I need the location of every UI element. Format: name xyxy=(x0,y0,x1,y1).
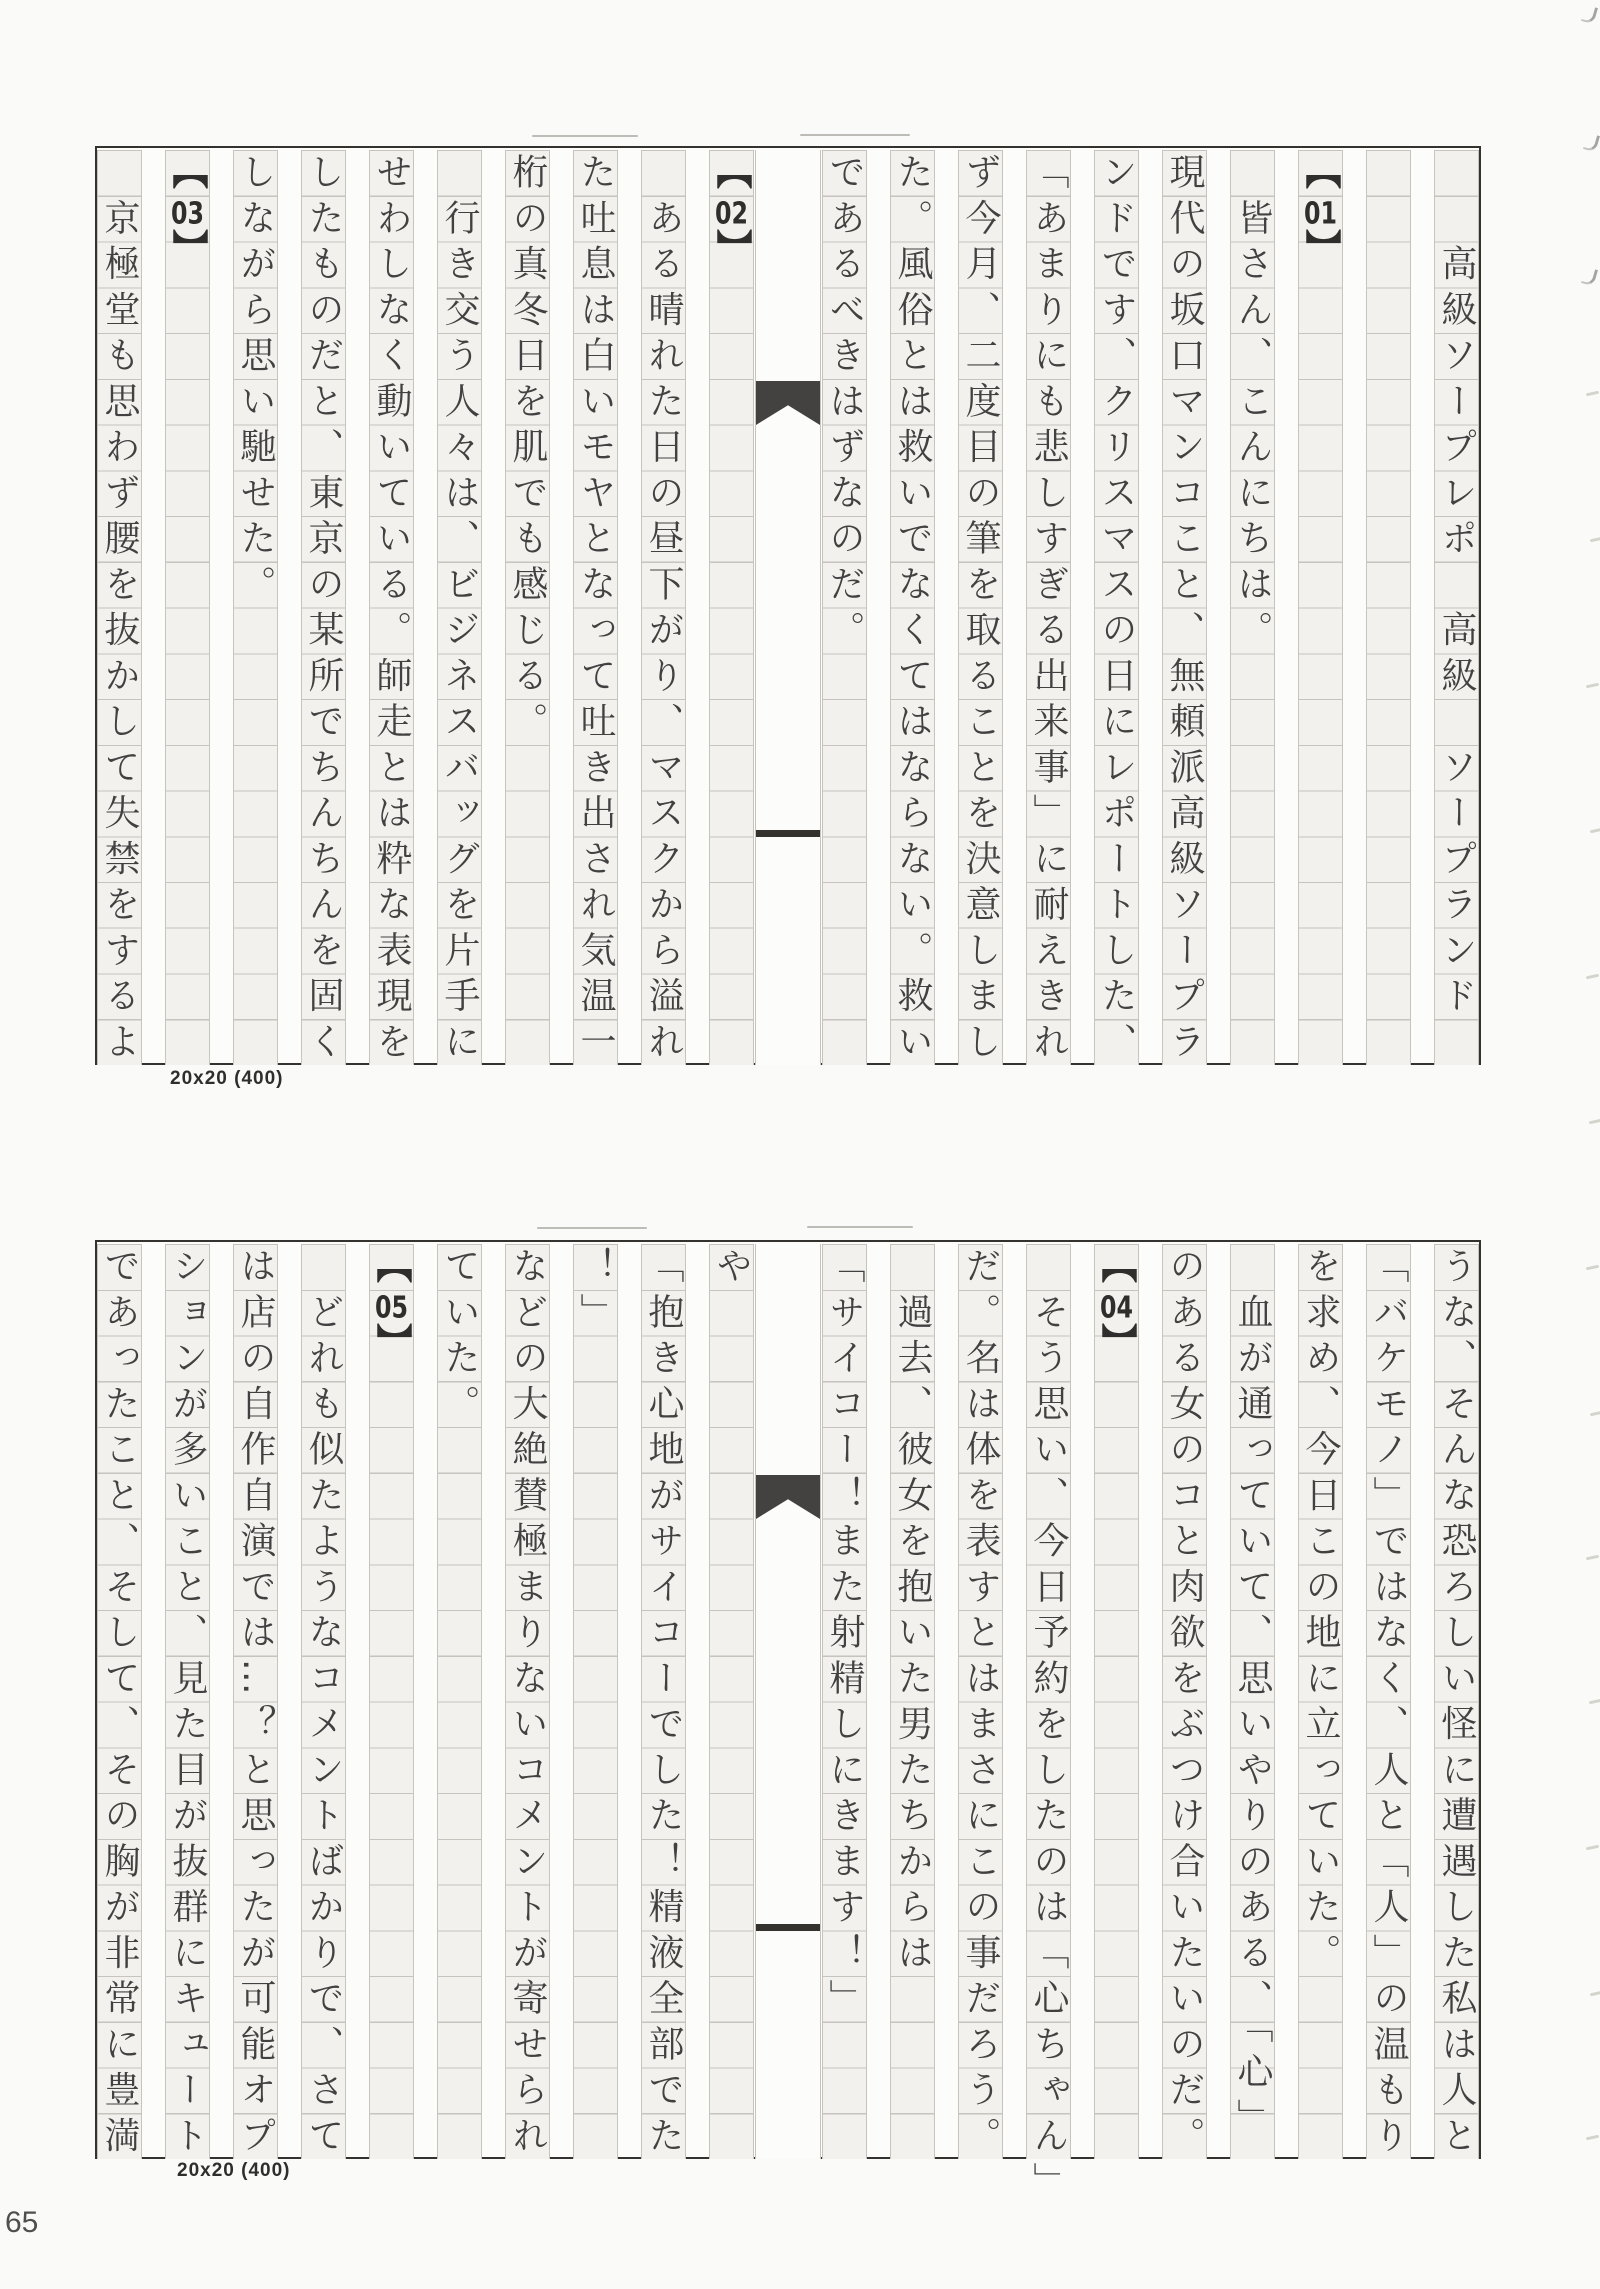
gutter-divider-bar xyxy=(756,830,820,837)
fishtail-mark xyxy=(756,381,820,425)
column-text: ションが多いこと、見た目が抜群にキュート xyxy=(167,1247,208,2162)
column-text: 「抱き心地がサイコーでした！精液全部でた xyxy=(643,1247,684,2162)
column-text: そう思い、今日予約をしたのは「心ちゃん」 xyxy=(1028,1247,1069,2208)
text-column xyxy=(1230,150,1275,1065)
section-header-text: 【05】 xyxy=(371,1247,412,1369)
section-header-text: 【03】 xyxy=(167,153,208,275)
text-column xyxy=(301,150,346,1068)
scan-artifact xyxy=(1590,537,1600,543)
text-column xyxy=(822,1244,867,2159)
column-text: だ。名は体を表すとはまさにこの事だろう。 xyxy=(960,1247,1001,2162)
text-column xyxy=(573,150,618,1068)
trim-mark xyxy=(807,1226,913,1228)
text-column xyxy=(1434,1244,1479,2162)
column-text: ンドです、クリスマスの日にレポートした、 xyxy=(1096,153,1137,1068)
section-header-column xyxy=(1094,1244,1139,2159)
text-column xyxy=(437,1244,482,2159)
column-text: は店の自作自演では…？と思ったが可能オプ xyxy=(235,1247,276,2162)
scan-artifact xyxy=(1590,828,1600,834)
manuscript-block xyxy=(95,146,1481,1068)
text-column xyxy=(573,1244,618,2159)
title-column xyxy=(1434,150,1479,1065)
text-column xyxy=(233,150,278,1065)
grid-right-half xyxy=(822,1244,1479,2208)
column-text: 過去、彼女を抱いた男たちからは xyxy=(892,1247,933,1979)
section-header-column xyxy=(165,150,210,1065)
scan-artifact xyxy=(1589,1119,1600,1125)
fishtail-mark xyxy=(756,1475,820,1519)
column-text: 皆さん、こんにちは。 xyxy=(1232,153,1273,657)
text-column xyxy=(1298,1244,1343,2159)
column-text: 行き交う人々は、ビジネスバッグを片手に xyxy=(439,153,480,1068)
section-header-text: 【04】 xyxy=(1096,1247,1137,1369)
trim-mark xyxy=(800,134,910,136)
text-column xyxy=(301,1244,346,2162)
page-number: 65 xyxy=(5,2206,39,2239)
scan-artifact xyxy=(1586,2135,1599,2141)
scan-artifact xyxy=(1590,1411,1600,1417)
column-text: 現代の坂口マンコこと、無頼派高級ソープラ xyxy=(1164,153,1205,1068)
grid-left-half xyxy=(97,1244,754,2162)
trim-mark xyxy=(532,135,638,137)
scan-artifact xyxy=(1586,1555,1599,1561)
column-text: したものだと、東京の某所でちんちんを固く xyxy=(303,153,344,1068)
text-column xyxy=(890,150,935,1068)
column-text: た吐息は白いモヤとなって吐き出され気温一 xyxy=(575,153,616,1068)
column-text: ！」 xyxy=(575,1247,616,1339)
scan-artifact xyxy=(1586,1845,1599,1851)
text-column xyxy=(641,1244,686,2162)
column-text: ていた。 xyxy=(439,1247,480,1430)
center-gutter xyxy=(755,1244,821,2159)
text-column xyxy=(369,150,414,1068)
scan-artifact xyxy=(1589,1699,1600,1705)
sheet-spec-label: 20x20 (400) xyxy=(177,2160,291,2181)
text-column xyxy=(97,150,142,1068)
column-text: 桁の真冬日を肌でも感じる。 xyxy=(507,153,548,748)
column-text: であったこと、そして、その胸が非常に豊満 xyxy=(99,1247,140,2162)
text-column xyxy=(958,150,1003,1068)
column-text: 血が通っていて、思いやりのある、「心」 xyxy=(1232,1247,1273,2144)
text-column xyxy=(1026,150,1071,1068)
trim-mark xyxy=(537,1227,647,1229)
text-column xyxy=(1162,150,1207,1068)
scan-artifact xyxy=(1590,1991,1600,1997)
section-header-column xyxy=(709,150,754,1065)
column-text: であるべきはずなのだ。 xyxy=(824,153,865,657)
text-column xyxy=(97,1244,142,2162)
column-text: や xyxy=(711,1247,752,1293)
scan-artifact xyxy=(1586,974,1599,980)
column-text: のある女のコと肉欲をぶつけ合いたいのだ。 xyxy=(1164,1247,1205,2162)
text-column xyxy=(958,1244,1003,2162)
column-text: 「サイコー！また射精しにきます！」 xyxy=(824,1247,865,2025)
text-column xyxy=(822,150,867,1065)
column-text: を求め、今日この地に立っていた。 xyxy=(1300,1247,1341,1979)
section-header-text: 【02】 xyxy=(711,153,752,275)
column-text: ある晴れた日の昼下がり、マスクから溢れ xyxy=(643,153,684,1068)
text-column xyxy=(1094,150,1139,1068)
text-column xyxy=(641,150,686,1068)
text-column xyxy=(1366,150,1411,1065)
column-text: ず今月、二度目の筆を取ることを決意しまし xyxy=(960,153,1001,1068)
text-column xyxy=(1162,1244,1207,2162)
center-gutter xyxy=(755,150,821,1065)
sheet-spec-label: 20x20 (400) xyxy=(170,1068,284,1089)
column-text: 「あまりにも悲しすぎる出来事」に耐えきれ xyxy=(1028,153,1069,1068)
text-column xyxy=(505,1244,550,2162)
column-text: しながら思い馳せた。 xyxy=(235,153,276,611)
text-column xyxy=(437,150,482,1068)
column-text: うな、そんな恐ろしい怪に遭遇した私は人と xyxy=(1436,1247,1477,2162)
section-header-text: 【01】 xyxy=(1300,153,1341,275)
gutter-divider-bar xyxy=(756,1924,820,1931)
column-text xyxy=(1367,153,1410,1113)
scan-artifact xyxy=(1586,391,1599,397)
text-column xyxy=(233,1244,278,2162)
column-text: 高級ソープレポ 高級 ソープランド xyxy=(1436,153,1477,1023)
column-text: 京極堂も思わず腰を抜かして失禁をするよ xyxy=(99,153,140,1068)
section-header-column xyxy=(1298,150,1343,1065)
section-header-column xyxy=(369,1244,414,2159)
text-column xyxy=(890,1244,935,2159)
scan-artifact xyxy=(1581,5,1598,25)
grid-left-half xyxy=(97,150,754,1068)
column-text: などの大絶賛極まりないコメントが寄せられ xyxy=(507,1247,548,2162)
column-text: せわしなく動いている。師走とは粋な表現を xyxy=(371,153,412,1068)
scan-artifact xyxy=(1581,267,1598,287)
column-text: た。風俗とは救いでなくてはならない。救い xyxy=(892,153,933,1068)
grid-right-half xyxy=(822,150,1479,1068)
scan-artifact xyxy=(1586,683,1599,689)
column-text: どれも似たようなコメントばかりで、さて xyxy=(303,1247,344,2162)
scan-artifact xyxy=(1586,1265,1599,1271)
text-column xyxy=(709,1244,754,2159)
text-column xyxy=(1230,1244,1275,2159)
text-column xyxy=(165,1244,210,2162)
scan-artifact xyxy=(1583,133,1600,153)
text-column xyxy=(1366,1244,1411,2162)
text-column xyxy=(505,150,550,1065)
column-text: 「バケモノ」ではなく、人と「人」の温もり xyxy=(1368,1247,1409,2162)
text-column xyxy=(1026,1244,1071,2208)
